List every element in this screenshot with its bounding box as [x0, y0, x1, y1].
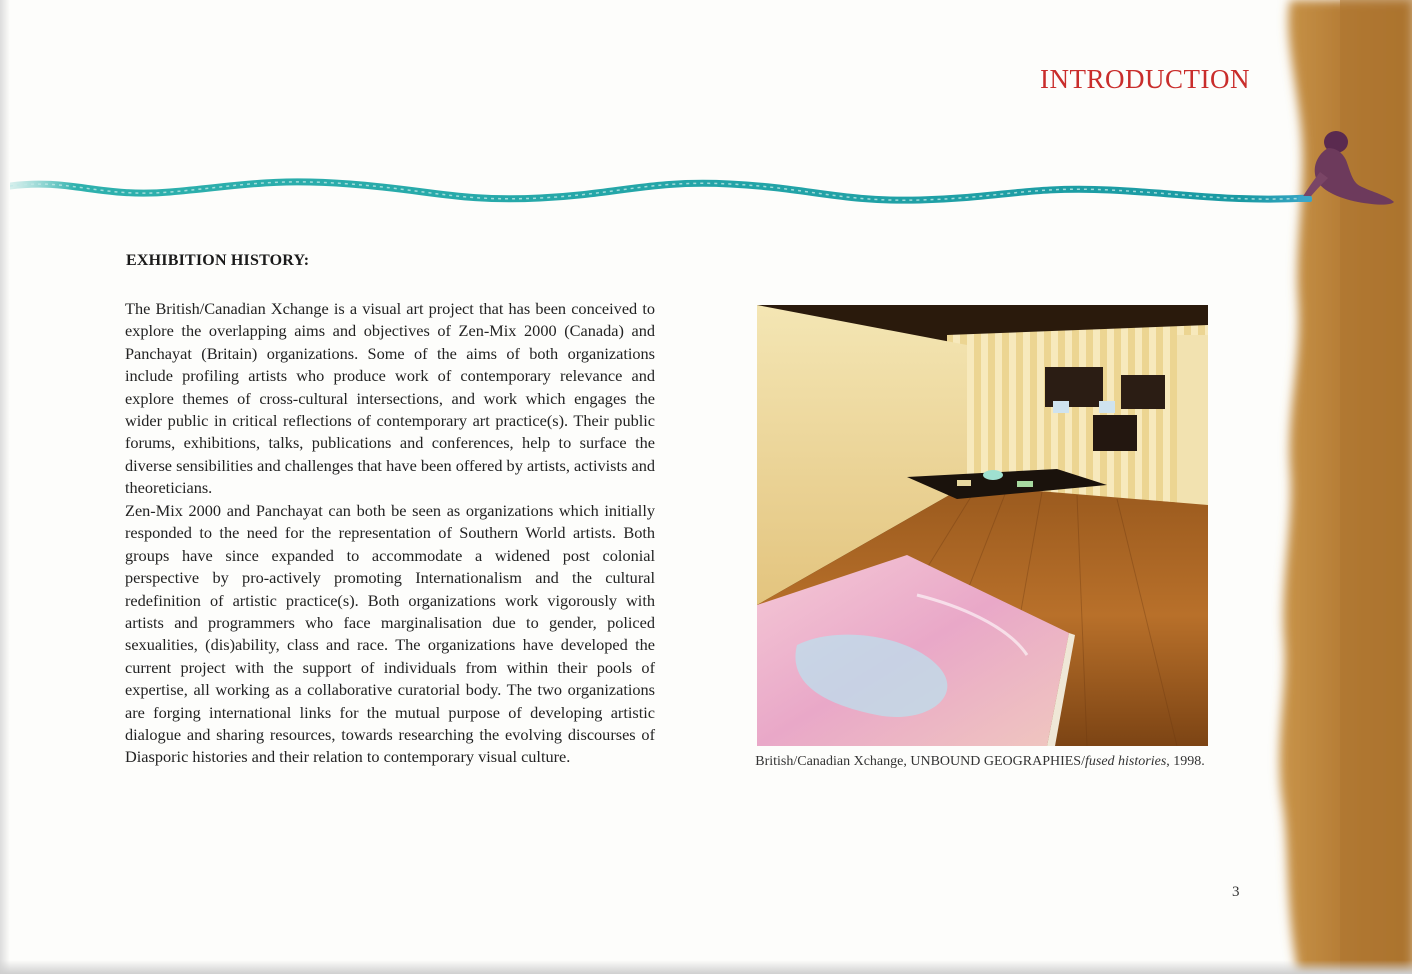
section-heading: EXHIBITION HISTORY:: [126, 252, 310, 269]
crouching-figure-icon: [1298, 126, 1398, 212]
photo-caption: [740, 754, 1220, 770]
body-paragraph-2: Zen-Mix 2000 and Panchayat can both be seen as organizations which initially responded to the need for the representation of Southern World artists. Both groups have since expanded to accommodate a widened post colonial perspective by pro-actively promoting Internationalism and the cultural redefinition of artistic practice(s). Both organizations work vigorously with artists and programmers who face marginalisation due to gender, policed sexualities, (dis)ability, class and race. The organizations have developed the current project with the support of individuals from within their pools of expertise, all working as a collaborative curatorial body. The two organizations are forging international links for the mutual purpose of developing artistic dialogue and sharing resources, towards researching the evolving discourses of Diasporic histories and their relation to contemporary visual culture.: [125, 501, 655, 767]
caption-italic-text: fused histories: [1084, 754, 1167, 769]
body-paragraph-1: The British/Canadian Xchange is a visual art project that has been conceived to explore the overlapping aims and objectives of Zen-Mix 2000 (Canada) and Panchayat (Britain) organizations. Some of the aims of both organizations include profiling artists who produce work of contemporary relevance and explore themes of cross-cultural intersections, and work which engages the wider public in critical reflections of contemporary art practice(s). Their public forums, exhibitions, talks, publications and conferences, help to surface the diverse sensibilities and challenges that have been offered by artists, activists and theoreticians.: [125, 299, 655, 498]
decorative-wave-line: [10, 172, 1310, 216]
page-fold-shadow: [0, 0, 10, 974]
gallery-installation-photo: [757, 305, 1208, 746]
caption-text: British/Canadian Xchange, UNBOUND GEOGRAPHIES/: [755, 754, 1085, 769]
page-number: 3: [1232, 884, 1240, 900]
caption-year: , 1998.: [1166, 754, 1205, 769]
page-bottom-shadow: [0, 960, 1412, 974]
page-title: INTRODUCTION: [1040, 64, 1250, 94]
